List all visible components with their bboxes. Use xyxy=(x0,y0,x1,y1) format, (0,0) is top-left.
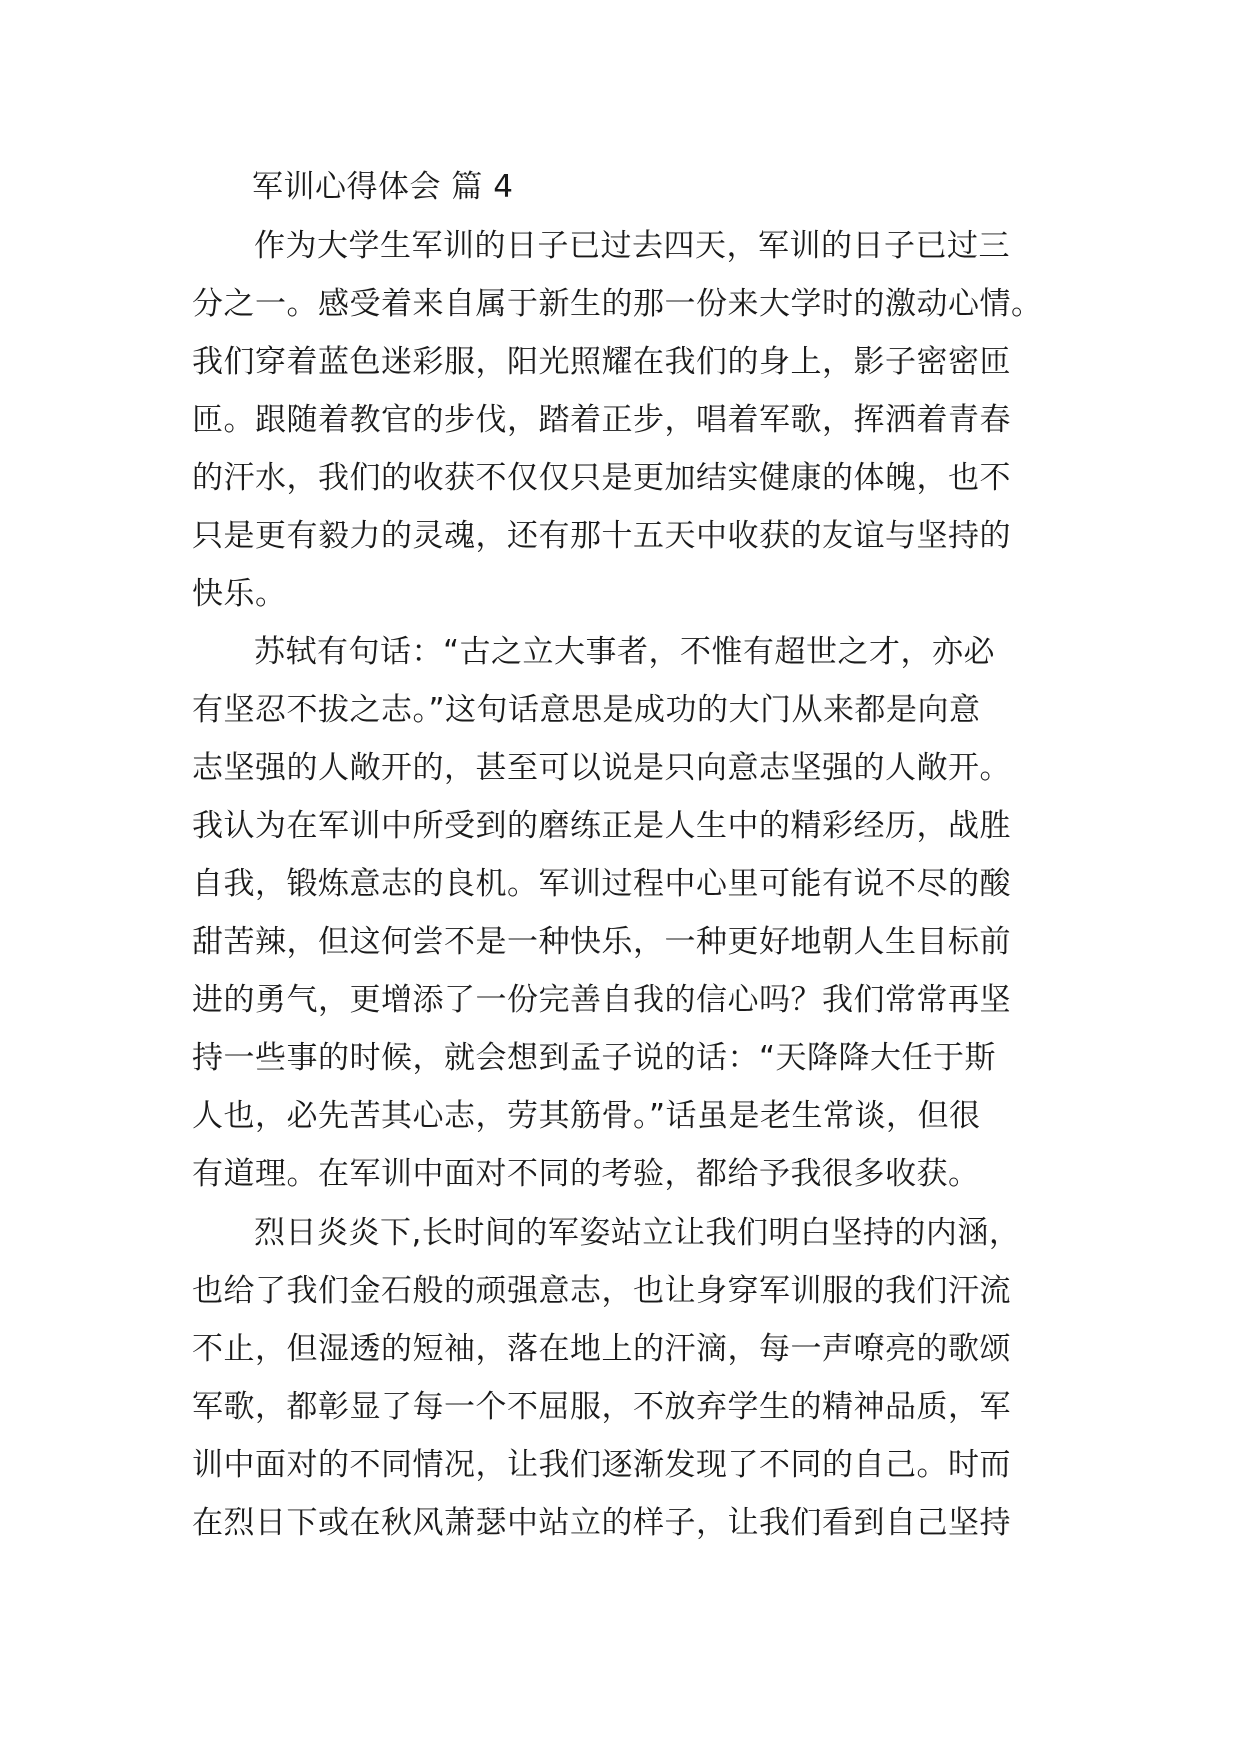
paragraph-1-line-6: 只是更有毅力的灵魂，还有那十五天中收获的友谊与坚持的 xyxy=(192,518,1011,554)
paragraph-2-line-5: 自我，锻炼意志的良机。军训过程中心里可能有说不尽的酸 xyxy=(192,866,1011,902)
paragraph-2-line-6: 甜苦辣，但这何尝不是一种快乐，一种更好地朝人生目标前 xyxy=(192,924,1011,960)
paragraph-2-line-4: 我认为在军训中所受到的磨练正是人生中的精彩经历，战胜 xyxy=(192,808,1011,844)
paragraph-1-line-5: 的汗水，我们的收获不仅仅只是更加结实健康的体魄，也不 xyxy=(192,460,1011,496)
paragraph-3-line-2: 也给了我们金石般的顽强意志，也让身穿军训服的我们汗流 xyxy=(192,1273,1011,1309)
paragraph-1-line-3: 我们穿着蓝色迷彩服，阳光照耀在我们的身上，影子密密匝 xyxy=(192,344,1011,380)
document-title: 军训心得体会 篇 4 xyxy=(252,169,514,205)
paragraph-3-line-4: 军歌，都彰显了每一个不屈服，不放弃学生的精神品质，军 xyxy=(192,1389,1011,1425)
paragraph-1-line-4: 匝。跟随着教官的步伐，踏着正步，唱着军歌，挥洒着青春 xyxy=(192,402,1011,438)
paragraph-1-line-7: 快乐。 xyxy=(192,576,287,612)
paragraph-2-line-7: 进的勇气，更增添了一份完善自我的信心吗？我们常常再坚 xyxy=(192,982,1011,1018)
paragraph-2-line-2: 有坚忍不拔之志。”这句话意思是成功的大门从来都是向意 xyxy=(192,692,981,728)
paragraph-2-line-10: 有道理。在军训中面对不同的考验，都给予我很多收获。 xyxy=(192,1156,980,1192)
paragraph-1-line-1: 作为大学生军训的日子已过去四天，军训的日子已过三 xyxy=(254,228,1010,264)
paragraph-3-line-6: 在烈日下或在秋风萧瑟中站立的样子，让我们看到自己坚持 xyxy=(192,1505,1011,1541)
paragraph-2-line-3: 志坚强的人敞开的，甚至可以说是只向意志坚强的人敞开。 xyxy=(192,750,1011,786)
paragraph-3-line-5: 训中面对的不同情况，让我们逐渐发现了不同的自己。时而 xyxy=(192,1447,1011,1483)
paragraph-1-line-2: 分之一。感受着来自属于新生的那一份来大学时的激动心情。 xyxy=(192,286,1043,322)
paragraph-2-line-9: 人也，必先苦其心志，劳其筋骨。”话虽是老生常谈，但很 xyxy=(192,1098,981,1134)
paragraph-3-line-1: 烈日炎炎下,长时间的军姿站立让我们明白坚持的内涵， xyxy=(254,1215,1021,1251)
paragraph-2-line-1: 苏轼有句话：“古之立大事者，不惟有超世之才，亦必 xyxy=(254,634,996,670)
paragraph-2-line-8: 持一些事的时候，就会想到孟子说的话：“天降降大任于斯 xyxy=(192,1040,997,1076)
paragraph-3-line-3: 不止，但湿透的短袖，落在地上的汗滴，每一声嘹亮的歌颂 xyxy=(192,1331,1011,1367)
